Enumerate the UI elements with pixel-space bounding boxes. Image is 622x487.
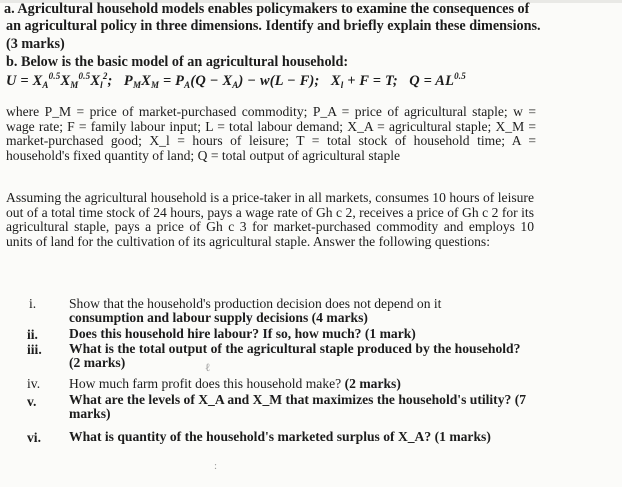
part-a-line-1: a. Agricultural household models enables policymakers to examine the consequences of bbox=[4, 1, 530, 17]
question-number: ii. bbox=[27, 327, 38, 342]
question-text: What is quantity of the household's marketed surplus of X_A? bbox=[69, 429, 432, 444]
question-marks: (7 marks) bbox=[69, 392, 527, 421]
question-text-continued: consumption and labour supply decisions bbox=[69, 310, 309, 325]
question-marks: (4 marks) bbox=[311, 310, 368, 325]
question-iii bbox=[69, 342, 529, 370]
question-text: Show that the household's production decision does not depend on it bbox=[69, 296, 442, 311]
question-v bbox=[69, 393, 543, 421]
part-b-intro: b. Below is the basic model of an agricultural household: bbox=[6, 54, 349, 70]
question-number: i. bbox=[29, 296, 37, 311]
question-marks: (2 marks) bbox=[69, 355, 126, 370]
variable-definitions: where P_M = price of market-purchased commodity; P_A = price of agricultural staple; w = wage rate; F = family labour input; L = total labour demand; X_A = agricultural staple; X_M = market-purchased good; X_l = hours of leisure; T = total stock of household time; A = household's fixed quantity of land; Q = total output of agricultural staple bbox=[6, 104, 536, 163]
question-text: How much farm profit does this household make? bbox=[69, 376, 342, 391]
question-text: What is the total output of the agricultural staple produced by the household? bbox=[69, 341, 521, 356]
question-text: Does this household hire labour? If so, how much? bbox=[69, 326, 362, 341]
assumption-paragraph: Assuming the agricultural household is a price-taker in all markets, consumes 10 hours of leisure out of a total time stock of 24 hours, pays a wage rate of Gh c 2, receives a price of Gh c 2 for its agricultural staple, pays a price of Gh c 3 for market-purchased commodity and employs 10 units of land for the cultivation of its agricultural staple. Answer the following questions: bbox=[6, 190, 534, 249]
question-marks: (2 marks) bbox=[344, 376, 401, 391]
question-vi bbox=[69, 430, 529, 444]
question-number: iv. bbox=[27, 376, 41, 391]
scan-smudge: ℓ bbox=[205, 362, 211, 374]
question-text: What are the levels of X_A and X_M that maximizes the household's utility? bbox=[69, 392, 512, 407]
question-ii bbox=[69, 327, 529, 341]
question-i bbox=[69, 297, 529, 325]
part-a-line-2: an agricultural policy in three dimensions. Identify and briefly explain these dimensions. bbox=[6, 18, 541, 34]
question-number: v. bbox=[27, 394, 37, 409]
question-iv bbox=[69, 377, 529, 391]
scan-smudge: : bbox=[214, 460, 218, 472]
household-model-formula: $U = X_A^{0.5}X_M^{0.5}X_l^2$; $P_MX_M = P_A(Q - X_A) - w(L - F)$; $X_l + F = T$; $Q = AL^{0.5}$ bbox=[6, 71, 466, 90]
question-number: vi. bbox=[27, 430, 41, 445]
question-marks: (1 marks) bbox=[434, 429, 491, 444]
question-number: iii. bbox=[27, 342, 42, 357]
part-a-marks: (3 marks) bbox=[6, 36, 65, 52]
question-marks: (1 mark) bbox=[364, 326, 416, 341]
